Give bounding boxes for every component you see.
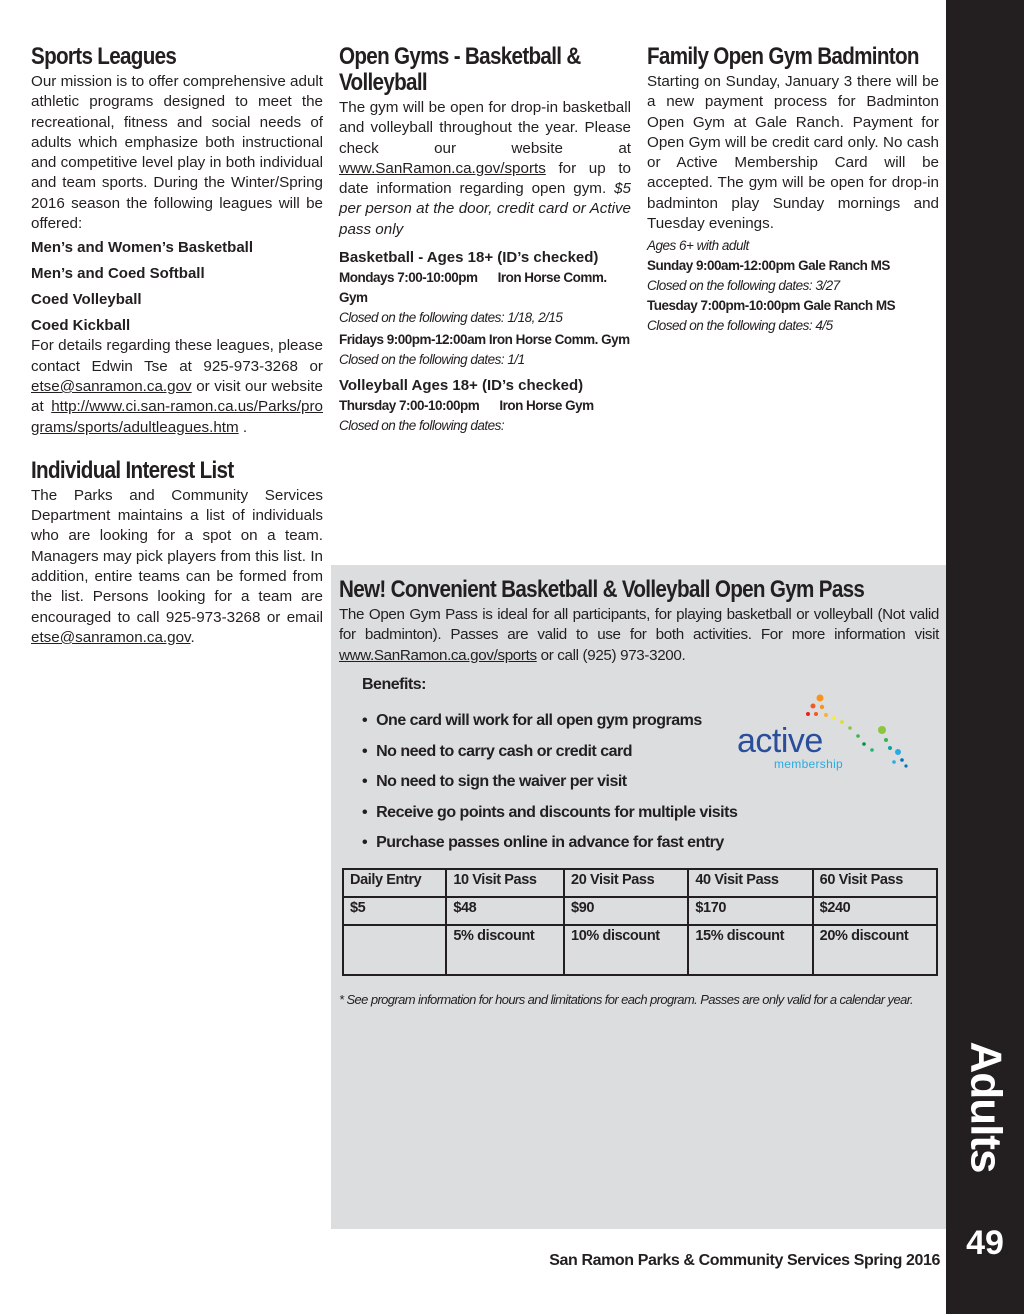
active-membership-logo: [736, 692, 916, 776]
pass-text: [339, 605, 939, 666]
page-footer: San Ramon Parks & Community Services Spring 2016: [549, 1252, 940, 1269]
price-note: $5 per person at the door, credit card or Active pass only: [339, 180, 631, 238]
basketball-monday-location: Iron Horse Comm. Gym: [339, 270, 607, 306]
open-gyms-intro: [339, 98, 631, 240]
pass-footnote: * See program information for hours and limitations for each program. Passes are only valid for a calendar year.: [339, 992, 913, 1007]
benefit-item: • No need to carry cash or credit card: [362, 737, 737, 768]
table-header: 60 Visit Pass: [813, 869, 937, 897]
basketball-title: Basketball - Ages 18+ (ID’s checked): [339, 249, 599, 267]
pass-text-body: The Open Gym Pass is ideal for all participants, for playing basketball or volleyball (Not valid for badminton). Passes are valid to use for both activities. For more information visit: [339, 606, 939, 644]
open-gyms-section: [339, 44, 631, 436]
details-text-mid: or visit our website at: [31, 377, 323, 416]
table-cell: $90: [564, 897, 688, 925]
badminton-sunday-closed: Closed on the following dates: 3/27: [647, 278, 840, 294]
volleyball-thursday-location: Iron Horse Gym: [499, 398, 594, 414]
open-gyms-website-link[interactable]: www.SanRamon.ca.gov/sports: [339, 159, 546, 177]
open-gyms-title-line2: Volleyball: [339, 69, 427, 96]
sports-email-link[interactable]: etse@sanramon.ca.gov: [31, 377, 192, 395]
benefit-item: • Receive go points and discounts for multiple visits: [362, 798, 737, 829]
benefit-item: • One card will work for all open gym programs: [362, 706, 737, 737]
volleyball-thursday-time: Thursday 7:00-10:00pm: [339, 398, 480, 414]
benefit-item: • Purchase passes online in advance for fast entry: [362, 828, 737, 859]
interest-list-title: Individual Interest List: [31, 456, 234, 484]
sports-leagues-details: [31, 336, 323, 437]
table-header: Daily Entry: [343, 869, 446, 897]
table-row: [343, 869, 937, 897]
badminton-tuesday: Tuesday 7:00pm-10:00pm Gale Ranch MS: [647, 298, 896, 314]
table-cell: $5: [343, 897, 446, 925]
logo-active-text: active: [737, 722, 823, 760]
league-item: Coed Kickball: [31, 317, 131, 335]
basketball-monday-closed: Closed on the following dates: 1/18, 2/15: [339, 310, 563, 326]
intro-post: for up to date information regarding open gym.: [339, 159, 631, 198]
intro-text: The gym will be open for drop-in basketball and volleyball throughout the year. Please check our website at: [339, 99, 631, 157]
interest-email-link[interactable]: etse@sanramon.ca.gov: [31, 628, 191, 646]
badminton-sunday: Sunday 9:00am-12:00pm Gale Ranch MS: [647, 258, 890, 274]
table-header: 40 Visit Pass: [688, 869, 812, 897]
table-header: 10 Visit Pass: [446, 869, 564, 897]
benefit-item: • No need to sign the waiver per visit: [362, 767, 737, 798]
badminton-ages: Ages 6+ with adult: [647, 238, 749, 254]
badminton-section: [647, 44, 939, 336]
pass-text-post: or call (925) 973-3200.: [540, 646, 686, 664]
table-cell: 5% discount: [446, 925, 564, 975]
sidebar-label-text: Adults: [961, 1041, 1011, 1173]
basketball-monday-time: Mondays 7:00-10:00pm: [339, 270, 478, 286]
badminton-tuesday-closed: Closed on the following dates: 4/5: [647, 318, 833, 334]
table-cell: 10% discount: [564, 925, 688, 975]
badminton-title: Family Open Gym Badminton: [647, 43, 919, 70]
volleyball-title: Volleyball Ages 18+ (ID’s checked): [339, 377, 584, 395]
basketball-friday: Fridays 9:00pm-12:00am Iron Horse Comm. Gym: [339, 332, 630, 348]
table-cell: $170: [688, 897, 812, 925]
league-item: Men’s and Women’s Basketball: [31, 239, 254, 257]
sports-leagues-title: Sports Leagues: [31, 43, 177, 70]
sports-website-link[interactable]: http://www.ci.san-ramon.ca.us/Parks/programs/sports/adultleagues.htm: [31, 398, 323, 436]
basketball-monday: [339, 268, 631, 308]
table-header: 20 Visit Pass: [564, 869, 688, 897]
sports-leagues-section: [31, 44, 323, 648]
benefits-list: [362, 706, 737, 859]
table-cell: $48: [446, 897, 564, 925]
sports-leagues-intro: Our mission is to offer comprehensive adult athletic programs designed to meet the recreational, fitness and social needs of adults which emphasize both instructional and competitive level play in both individual and team sports. During the Winter/Spring 2016 season the following leagues will be offered:: [31, 73, 323, 233]
badminton-text: Starting on Sunday, January 3 there will be a new payment process for Badminton Open Gym at Gale Ranch. Payment for Open Gym will be credit card only. No cash or Active Membership Card will be accepted. The gym will be open for drop-in badminton play Sunday mornings and Tuesday evenings.: [647, 73, 939, 233]
table-row: [343, 897, 937, 925]
league-item: Men’s and Coed Softball: [31, 265, 205, 283]
benefits-title: Benefits:: [362, 676, 426, 693]
table-cell: $240: [813, 897, 937, 925]
details-text: For details regarding these leagues, please contact Edwin Tse at 925-973-3268 or: [31, 337, 323, 375]
pass-pricing-table: [342, 868, 938, 976]
volleyball-thursday: [339, 396, 631, 416]
volleyball-closed: Closed on the following dates:: [339, 418, 505, 434]
league-item: Coed Volleyball: [31, 291, 142, 309]
table-cell: 15% discount: [688, 925, 812, 975]
open-gyms-title-line1: Open Gyms - Basketball &: [339, 43, 581, 70]
table-cell: [343, 925, 446, 975]
sidebar-section-label: [946, 1042, 1024, 1172]
open-gym-pass-section: [339, 577, 939, 666]
interest-list-text: [31, 486, 323, 648]
pass-website-link[interactable]: www.SanRamon.ca.gov/sports: [339, 646, 537, 664]
details-end: .: [242, 418, 248, 436]
basketball-friday-closed: Closed on the following dates: 1/1: [339, 352, 525, 368]
page-number: 49: [966, 1224, 1004, 1262]
interest-text: The Parks and Community Services Department maintains a list of individuals who are looking for a spot on a team. Managers may pick players from this list. In addition, entire teams can be formed from the list. Persons looking for a team are encouraged to call 925-973-3268 or email: [31, 486, 323, 626]
interest-end: .: [190, 628, 195, 646]
table-cell: 20% discount: [813, 925, 937, 975]
logo-membership-text: membership: [774, 757, 844, 771]
pass-title: New! Convenient Basketball & Volleyball Open Gym Pass: [339, 576, 865, 603]
table-row: [343, 925, 937, 975]
